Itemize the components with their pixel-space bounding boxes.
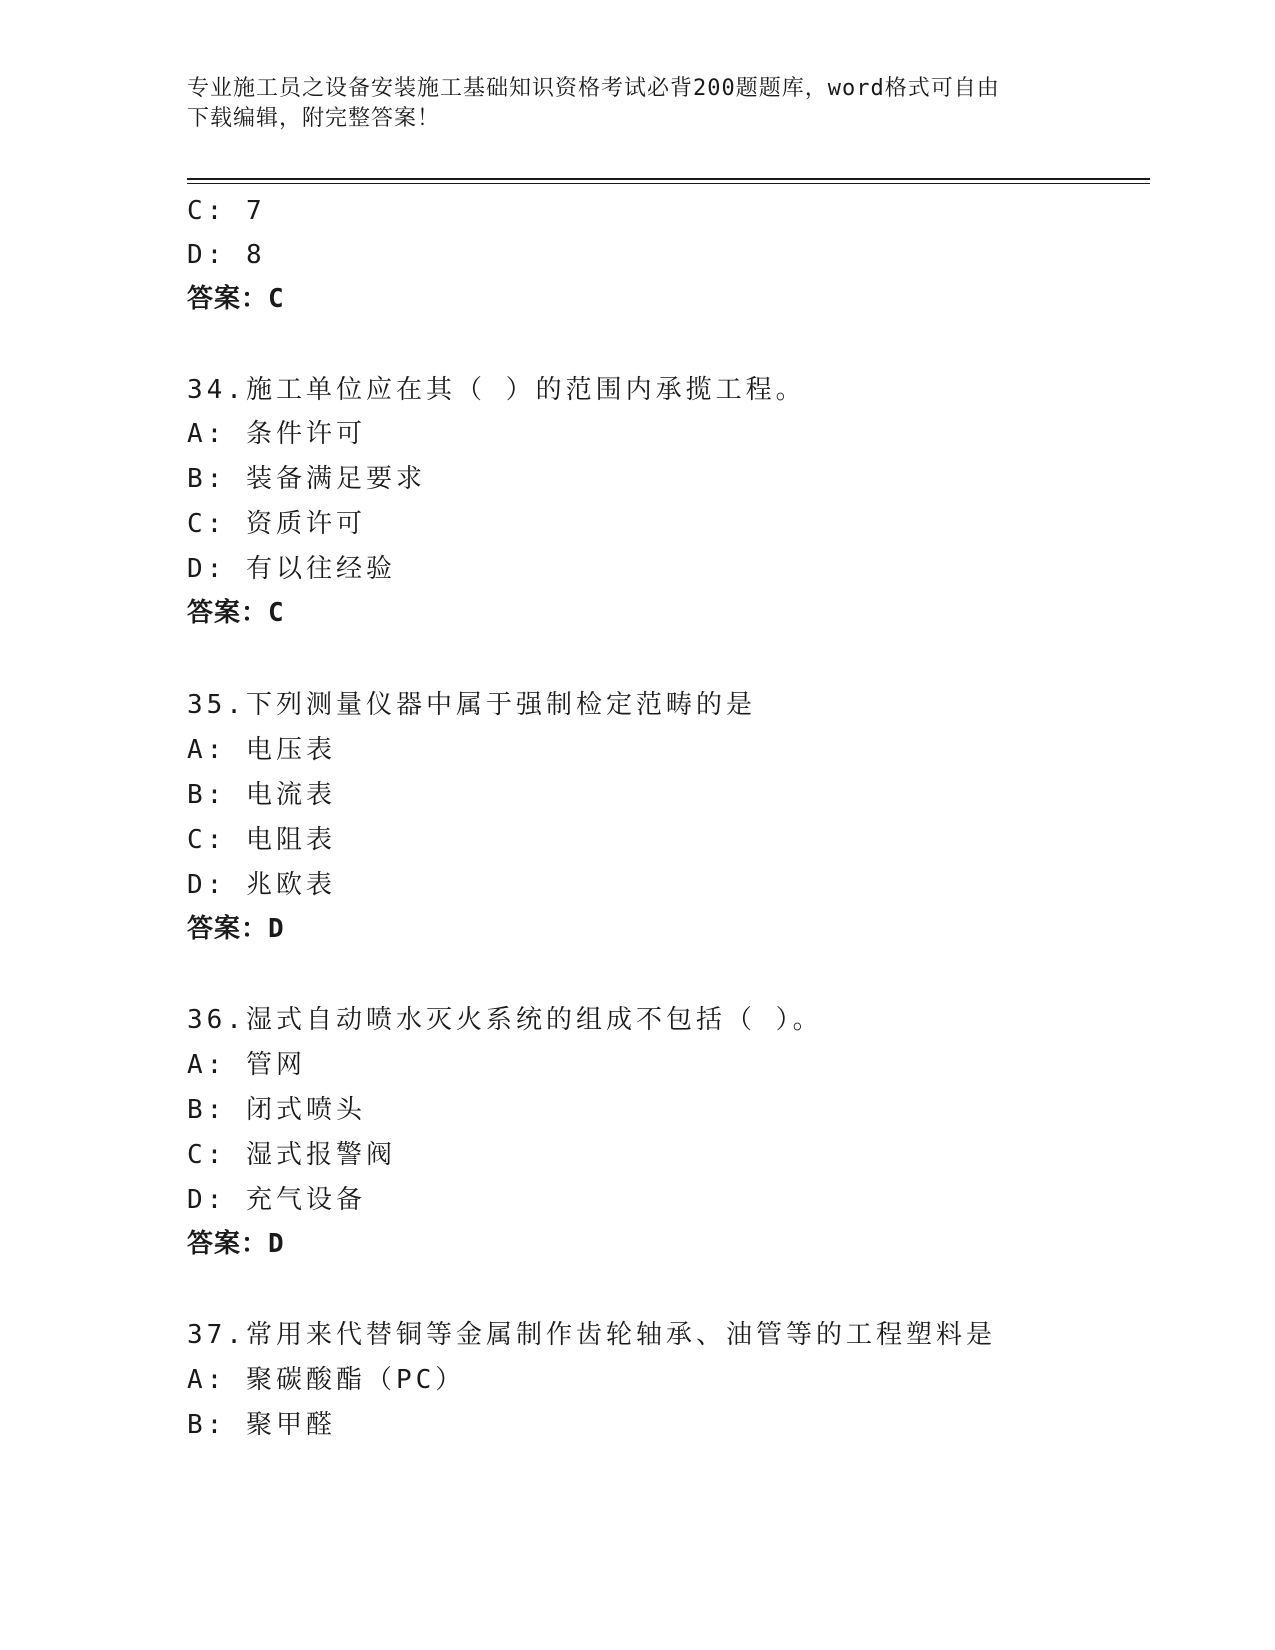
q34-option-a: A: 条件许可 bbox=[187, 419, 366, 449]
q34-option-c: C: 资质许可 bbox=[187, 509, 366, 539]
prev-option-c: C: 7 bbox=[187, 196, 266, 226]
header-divider-thin bbox=[187, 183, 1150, 184]
prev-option-d: D: 8 bbox=[187, 240, 266, 270]
q35-option-b: B: 电流表 bbox=[187, 780, 336, 810]
q36-option-c: C: 湿式报警阀 bbox=[187, 1140, 396, 1170]
q35-option-d: D: 兆欧表 bbox=[187, 870, 336, 900]
q35-answer: 答案：D bbox=[187, 914, 285, 944]
document-header bbox=[187, 74, 1067, 134]
q37-option-b: B: 聚甲醛 bbox=[187, 1410, 336, 1440]
header-divider-thick bbox=[187, 178, 1150, 180]
q36-option-d: D: 充气设备 bbox=[187, 1185, 366, 1215]
q36-stem: 36.湿式自动喷水灭火系统的组成不包括（ ）。 bbox=[187, 1005, 823, 1035]
q36-option-a: A: 管网 bbox=[187, 1050, 306, 1080]
q36-option-b: B: 闭式喷头 bbox=[187, 1095, 366, 1125]
header-line-2: 下载编辑，附完整答案！ bbox=[187, 106, 441, 131]
q34-option-b: B: 装备满足要求 bbox=[187, 464, 426, 494]
q35-option-c: C: 电阻表 bbox=[187, 825, 336, 855]
header-line-1: 专业施工员之设备安装施工基础知识资格考试必背200题题库，word格式可自由 bbox=[187, 76, 1000, 101]
q36-answer: 答案：D bbox=[187, 1229, 285, 1259]
prev-answer: 答案：C bbox=[187, 284, 285, 314]
q34-option-d: D: 有以往经验 bbox=[187, 554, 396, 584]
q35-option-a: A: 电压表 bbox=[187, 735, 336, 765]
q34-stem: 34.施工单位应在其（ ）的范围内承揽工程。 bbox=[187, 375, 806, 405]
q37-option-a: A: 聚碳酸酯（PC） bbox=[187, 1365, 466, 1395]
q35-stem: 35.下列测量仪器中属于强制检定范畴的是 bbox=[187, 690, 756, 720]
q34-answer: 答案：C bbox=[187, 598, 285, 628]
q37-stem: 37.常用来代替铜等金属制作齿轮轴承、油管等的工程塑料是 bbox=[187, 1320, 996, 1350]
